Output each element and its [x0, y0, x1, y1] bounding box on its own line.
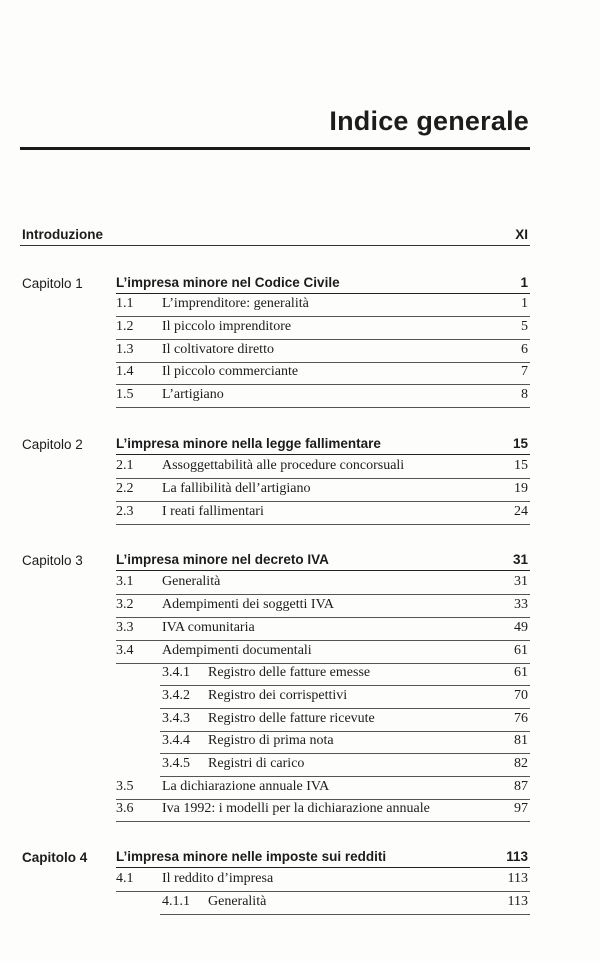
section-title: La fallibilità dell’artigiano — [162, 481, 311, 496]
page-title: Indice generale — [329, 106, 529, 136]
section-number: 3.1 — [116, 574, 134, 589]
subsection-number: 3.4.5 — [162, 756, 190, 771]
section-number: 1.4 — [116, 364, 134, 379]
section-title: L’artigiano — [162, 387, 224, 402]
chapter-2-heading[interactable] — [116, 436, 530, 455]
subsection-page: 61 — [514, 665, 528, 680]
section-page: 61 — [514, 643, 528, 658]
chapter-4-heading[interactable] — [116, 849, 530, 868]
chapter-3-heading[interactable] — [116, 552, 530, 571]
section-title: L’imprenditore: generalità — [162, 296, 309, 311]
section-title: Il piccolo imprenditore — [162, 319, 292, 334]
section-title: Il coltivatore diretto — [162, 342, 274, 357]
section-number: 3.3 — [116, 620, 134, 635]
toc-entry[interactable] — [116, 595, 530, 618]
section-page: 49 — [514, 620, 528, 635]
section-title: Adempimenti documentali — [162, 643, 312, 658]
toc-entry[interactable] — [116, 641, 530, 664]
toc-subentry[interactable] — [160, 892, 530, 915]
title-rule — [20, 147, 530, 150]
section-number: 2.1 — [116, 458, 134, 473]
section-page: 6 — [521, 342, 528, 357]
toc-entry[interactable] — [116, 479, 530, 502]
toc-subentry[interactable] — [160, 686, 530, 709]
section-page: 33 — [514, 597, 528, 612]
section-number: 3.4 — [116, 643, 134, 658]
subsection-number: 3.4.3 — [162, 711, 190, 726]
subsection-page: 82 — [514, 756, 528, 771]
toc-subentry[interactable] — [160, 754, 530, 777]
subsection-number: 3.4.4 — [162, 733, 190, 748]
toc-entry[interactable] — [116, 618, 530, 641]
introduction-page: XI — [515, 227, 528, 242]
subsection-title: Registri di carico — [208, 756, 305, 771]
section-number: 1.2 — [116, 319, 134, 334]
section-title: IVA comunitaria — [162, 620, 255, 635]
subsection-page: 81 — [514, 733, 528, 748]
toc-entry[interactable] — [116, 362, 530, 385]
subsection-title: Generalità — [208, 894, 267, 909]
chapter-title: L’impresa minore nelle imposte sui redditi — [116, 849, 387, 864]
subsection-title: Registro delle fatture emesse — [208, 665, 371, 680]
toc-entry[interactable] — [116, 572, 530, 595]
section-number: 2.3 — [116, 504, 134, 519]
toc-entry[interactable] — [116, 385, 530, 408]
section-title: I reati fallimentari — [162, 504, 264, 519]
section-page: 31 — [514, 574, 528, 589]
section-title: La dichiarazione annuale IVA — [162, 779, 330, 794]
toc-entry[interactable] — [116, 777, 530, 800]
subsection-title: Registro delle fatture ricevute — [208, 711, 375, 726]
section-page: 19 — [514, 481, 528, 496]
section-title: Assoggettabilità alle procedure concorsuali — [162, 458, 405, 473]
section-page: 7 — [521, 364, 528, 379]
section-title: Il piccolo commerciante — [162, 364, 299, 379]
introduction-entry[interactable] — [20, 227, 530, 246]
chapter-2-label: Capitolo 2 — [22, 437, 83, 452]
toc-subentry[interactable] — [160, 663, 530, 686]
section-number: 2.2 — [116, 481, 134, 496]
section-page: 8 — [521, 387, 528, 402]
chapter-4-label: Capitolo 4 — [22, 850, 88, 865]
toc-subentry[interactable] — [160, 731, 530, 754]
section-page: 1 — [521, 296, 528, 311]
chapter-page: 1 — [520, 275, 528, 290]
introduction-label: Introduzione — [22, 227, 103, 242]
section-number: 3.2 — [116, 597, 134, 612]
section-page: 15 — [514, 458, 528, 473]
toc-entry[interactable] — [116, 799, 530, 822]
toc-subentry[interactable] — [160, 709, 530, 732]
subsection-page: 113 — [507, 894, 528, 909]
chapter-page: 15 — [512, 436, 528, 451]
subsection-number: 4.1.1 — [162, 894, 190, 909]
toc-entry[interactable] — [116, 294, 530, 317]
toc-entry[interactable] — [116, 869, 530, 892]
section-number: 3.6 — [116, 801, 134, 816]
section-number: 1.3 — [116, 342, 134, 357]
chapter-page: 113 — [506, 849, 528, 864]
subsection-title: Registro di prima nota — [208, 733, 334, 748]
chapter-1-heading[interactable] — [116, 275, 530, 294]
section-number: 1.1 — [116, 296, 134, 311]
section-page: 5 — [521, 319, 528, 334]
toc-entry[interactable] — [116, 456, 530, 479]
chapter-page: 31 — [512, 552, 528, 567]
chapter-title: L’impresa minore nel Codice Civile — [116, 275, 340, 290]
section-number: 3.5 — [116, 779, 134, 794]
subsection-title: Registro dei corrispettivi — [208, 688, 348, 703]
section-title: Adempimenti dei soggetti IVA — [162, 597, 334, 612]
section-title: Generalità — [162, 574, 221, 589]
subsection-page: 76 — [514, 711, 528, 726]
chapter-1-label: Capitolo 1 — [22, 276, 83, 291]
subsection-number: 3.4.1 — [162, 665, 190, 680]
subsection-page: 70 — [514, 688, 528, 703]
section-page: 97 — [514, 801, 528, 816]
section-page: 87 — [514, 779, 528, 794]
chapter-title: L’impresa minore nel decreto IVA — [116, 552, 329, 567]
toc-entry[interactable] — [116, 317, 530, 340]
subsection-number: 3.4.2 — [162, 688, 190, 703]
section-title: Il reddito d’impresa — [162, 871, 274, 886]
section-title: Iva 1992: i modelli per la dichiarazione annuale — [162, 801, 430, 816]
section-page: 24 — [514, 504, 528, 519]
toc-entry[interactable] — [116, 340, 530, 363]
section-number: 4.1 — [116, 871, 134, 886]
section-page: 113 — [507, 871, 528, 886]
chapter-title: L’impresa minore nella legge fallimentare — [116, 436, 381, 451]
section-number: 1.5 — [116, 387, 134, 402]
chapter-3-label: Capitolo 3 — [22, 553, 83, 568]
toc-entry[interactable] — [116, 502, 530, 525]
